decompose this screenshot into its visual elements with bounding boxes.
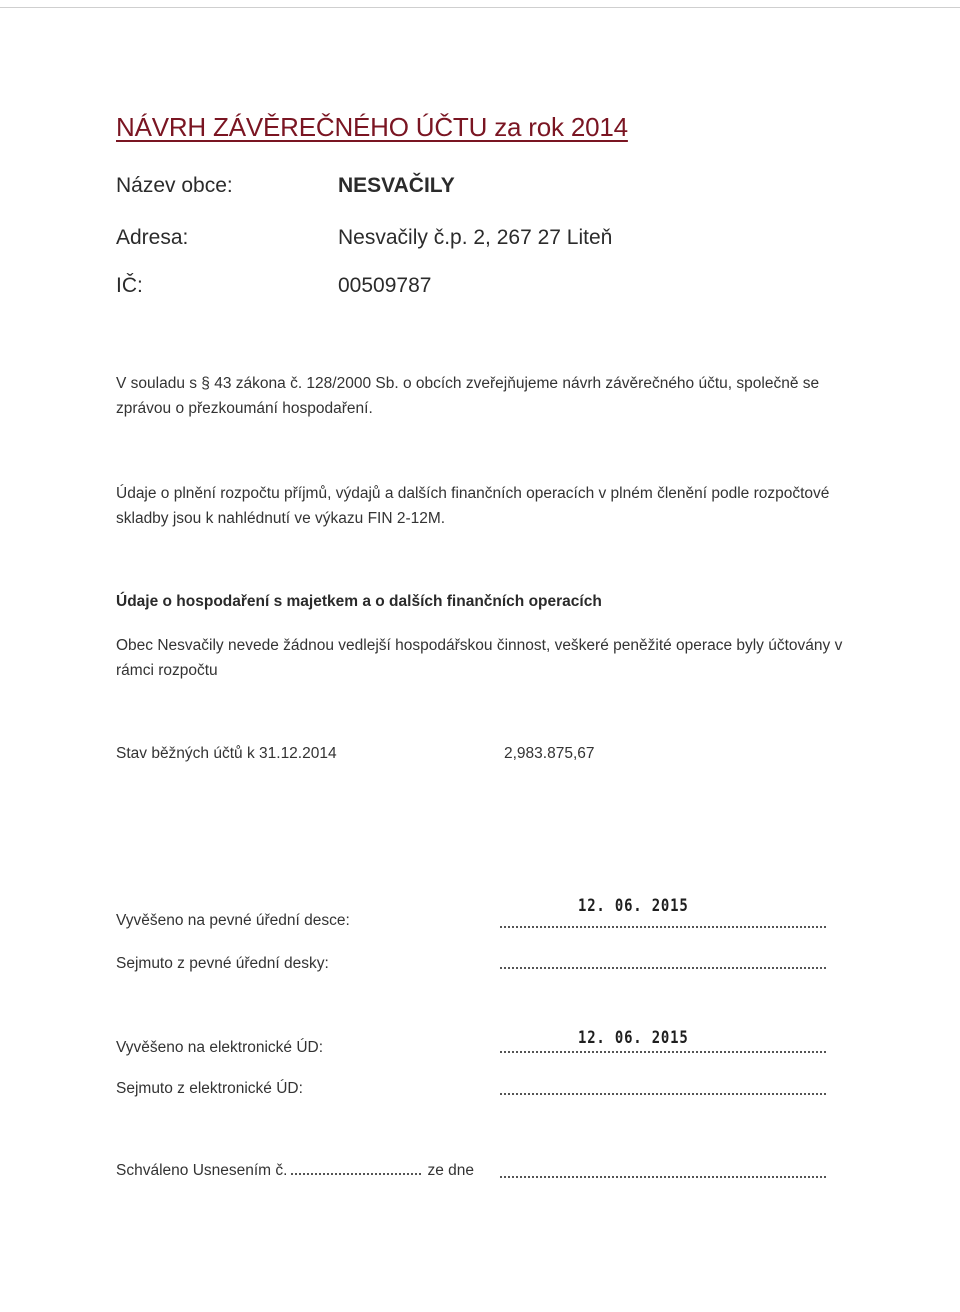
document-title: NÁVRH ZÁVĚREČNÉHO ÚČTU za rok 2014 xyxy=(116,112,628,142)
approval-date-label: ze dne xyxy=(427,1162,474,1179)
municipality-label: Název obce: xyxy=(116,174,233,197)
address-value: Nesvačily č.p. 2, 267 27 Liteň xyxy=(338,226,613,249)
posted-electronic-label: Vyvěšeno na elektronické ÚD: xyxy=(116,1039,324,1056)
posted-board-dotted-line xyxy=(500,926,826,928)
property-paragraph: Obec Nesvačily nevede žádnou vedlejší hospodářskou činnost, veškeré peněžité operace byly účtovány v rámci rozpočtu xyxy=(116,637,843,679)
approval-date-dotted-line xyxy=(500,1176,826,1178)
approval-label: Schváleno Usnesením č. xyxy=(116,1162,288,1179)
posted-board-label: Vyvěšeno na pevné úřední desce: xyxy=(116,912,350,929)
posted-electronic-date-stamp: 12. 06. 2015 xyxy=(578,1028,689,1048)
posted-board-date-stamp: 12. 06. 2015 xyxy=(578,896,689,916)
approval-line xyxy=(116,1162,474,1180)
approval-resolution-dots xyxy=(291,1173,421,1175)
removed-board-label: Sejmuto z pevné úřední desky: xyxy=(116,955,329,972)
balance-label: Stav běžných účtů k 31.12.2014 xyxy=(116,745,337,762)
ic-label: IČ: xyxy=(116,274,143,297)
intro-paragraph: V souladu s § 43 zákona č. 128/2000 Sb. o obcích zveřejňujeme návrh závěrečného účtu, společně se zprávou o přezkoumání hospodaření. xyxy=(116,375,820,417)
posted-electronic-dotted-line xyxy=(500,1051,826,1053)
removed-electronic-dotted-line xyxy=(500,1093,826,1095)
property-heading: Údaje o hospodaření s majetkem a o dalších finančních operacích xyxy=(116,593,602,610)
ic-value: 00509787 xyxy=(338,274,432,297)
removed-electronic-label: Sejmuto z elektronické ÚD: xyxy=(116,1080,303,1097)
scan-edge-line xyxy=(0,7,960,8)
budget-paragraph: Údaje o plnění rozpočtu příjmů, výdajů a dalších finančních operacích v plném členění podle rozpočtové skladby jsou k nahlédnutí ve výkazu FIN 2-12M. xyxy=(116,485,830,527)
municipality-value: NESVAČILY xyxy=(338,174,455,197)
removed-board-dotted-line xyxy=(500,967,826,969)
balance-value: 2,983.875,67 xyxy=(504,745,595,762)
address-label: Adresa: xyxy=(116,226,189,249)
